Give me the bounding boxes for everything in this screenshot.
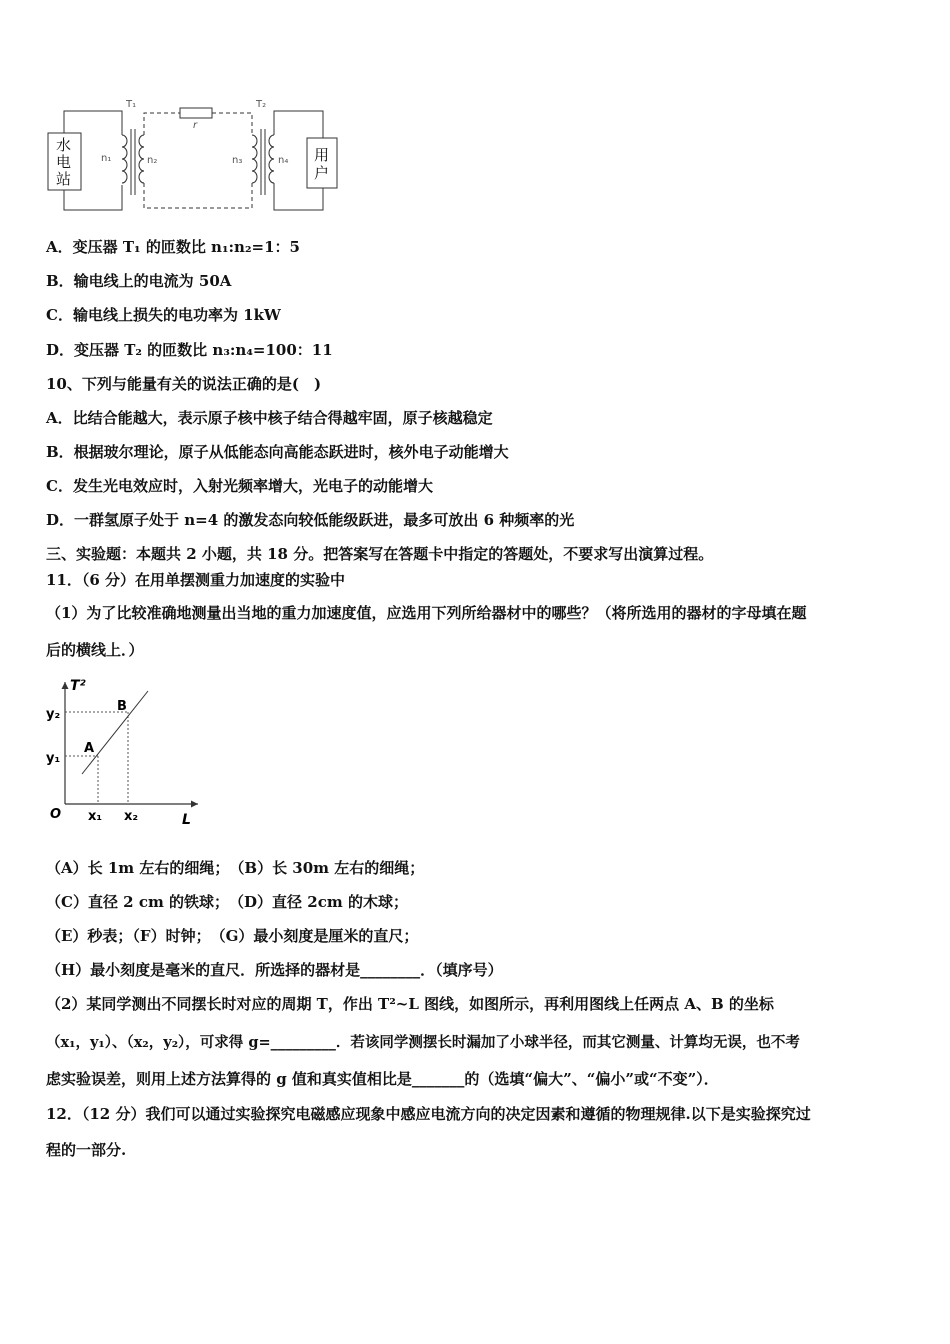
- q11-materials-line1: （A）长 1m 左右的细绳； （B）长 30m 左右的细绳；: [46, 859, 425, 877]
- n1-label: n₁: [101, 153, 112, 164]
- q10-option-a: A．比结合能越大，表示原子核中核子结合得越牢固，原子核越稳定: [46, 409, 493, 427]
- t2-label: T₂: [256, 99, 267, 110]
- y-axis-label: T²: [70, 678, 86, 694]
- q10-stem: 10、下列与能量有关的说法正确的是( ): [46, 375, 322, 393]
- user-char-1: 用: [314, 146, 330, 164]
- user-char-2: 户: [314, 164, 330, 182]
- station-char-1: 水: [56, 136, 72, 154]
- q9-option-b: B．输电线上的电流为 50A: [46, 272, 232, 290]
- coil-n3: [252, 135, 257, 183]
- q9-option-c: C．输电线上损失的电功率为 1kW: [46, 306, 281, 324]
- t1-label: T₁: [126, 99, 137, 110]
- point-b-label: B: [117, 699, 127, 714]
- q9-option-a: A．变压器 T₁ 的匝数比 n₁:n₂=1：5: [46, 238, 300, 256]
- y1-tick-label: y₁: [46, 751, 61, 766]
- x1-tick-label: x₁: [88, 809, 103, 824]
- q11-stem: 11．（6 分）在用单摆测重力加速度的实验中: [46, 571, 346, 589]
- coil-n2: [139, 135, 144, 183]
- n4-label: n₄: [278, 155, 289, 166]
- n3-label: n₃: [232, 155, 243, 166]
- q11-part1-line1: （1）为了比较准确地测量出当地的重力加速度值，应选用下列所给器材中的哪些？（将所选用的器材的字母填在题: [46, 604, 807, 622]
- section-3-heading: 三、实验题：本题共 2 小题，共 18 分。把答案写在答题卡中指定的答题处，不要求写出演算过程。: [46, 545, 714, 563]
- fit-line: [82, 691, 148, 774]
- n2-label: n₂: [147, 155, 158, 166]
- q11-part2-line3: 虑实验误差，则用上述方法算得的 g 值和真实值相比是_______的（选填“偏大”、“偏小”或“不变”）．: [46, 1070, 719, 1088]
- q10-option-b: B．根据玻尔理论，原子从低能态向高能态跃进时，核外电子动能增大: [46, 443, 509, 461]
- origin-label: O: [50, 807, 62, 822]
- transmission-circuit-figure: [40, 95, 350, 220]
- q10-option-d: D．一群氢原子处于 n=4 的激发态向较低能级跃进，最多可放出 6 种频率的光: [46, 511, 575, 529]
- q11-materials-line3: （E）秒表；（F）时钟； （G）最小刻度是厘米的直尺；: [46, 927, 419, 945]
- x2-tick-label: x₂: [124, 809, 139, 824]
- q9-option-d: D．变压器 T₂ 的匝数比 n₃:n₄=100：11: [46, 341, 333, 359]
- q11-part2-line2: （x₁，y₁）、（x₂，y₂），可求得 g=_________．若该同学测摆长时漏加了小球半径，而其它测量、计算均无误，也不考: [46, 1034, 800, 1051]
- r-label: r: [193, 120, 198, 131]
- coil-n4: [269, 135, 274, 183]
- q12-line1: 12．（12 分）我们可以通过实验探究电磁感应现象中感应电流方向的决定因素和遵循的物理规律.以下是实验探究过: [46, 1105, 811, 1123]
- point-a-label: A: [84, 741, 95, 756]
- q11-materials-line2: （C）直径 2 cm 的铁球； （D）直径 2cm 的木球；: [46, 893, 408, 911]
- q12-line2: 程的一部分.: [46, 1141, 127, 1159]
- circuit-diagram: [40, 95, 350, 220]
- q11-part2-line1: （2）某同学测出不同摆长时对应的周期 T，作出 T²~L 图线，如图所示，再利用图线上任两点 A、B 的坐标: [46, 995, 774, 1013]
- x-axis-label: L: [182, 812, 191, 828]
- coil-n1: [122, 135, 127, 183]
- y2-tick-label: y₂: [46, 707, 61, 722]
- q11-materials-line4: （H）最小刻度是毫米的直尺．所选择的器材是________．（填序号）: [46, 961, 503, 979]
- t2-l-chart: [40, 672, 210, 832]
- station-char-3: 站: [56, 170, 72, 188]
- t2-l-graph: [40, 672, 210, 832]
- station-char-2: 电: [56, 153, 72, 171]
- q10-option-c: C．发生光电效应时，入射光频率增大，光电子的动能增大: [46, 477, 433, 495]
- q11-part1-line2: 后的横线上．）: [46, 641, 144, 659]
- resistor-r: [180, 108, 212, 118]
